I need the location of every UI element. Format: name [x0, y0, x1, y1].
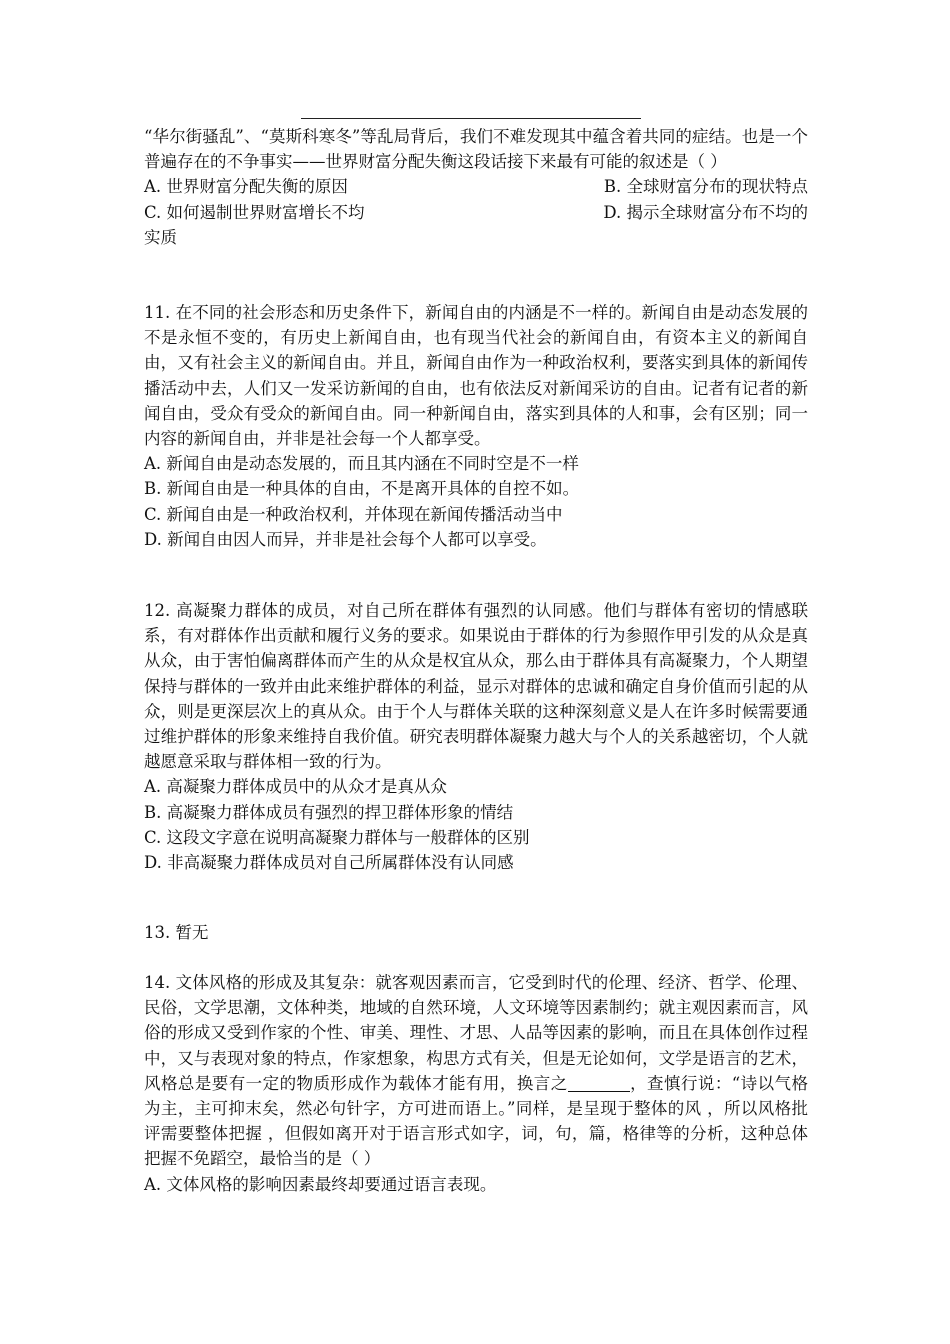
question-11-option-b: B. 新闻自由是一种具体的自由，不是离开具体的自控不如。: [144, 479, 580, 499]
question-10-option-b: B. 全球财富分布的现状特点: [603, 177, 808, 197]
question-12-option-b: B. 高凝聚力群体成员有强烈的捍卫群体形象的情结: [144, 802, 514, 822]
question-10-option-d-continued: 实质: [144, 227, 177, 247]
fill-in-blank: [568, 1074, 630, 1092]
question-10-stem: “华尔街骚乱”、“莫斯科寒冬”等乱局背后，我们不难发现其中蕴含着共同的症结。也是一个普遍存在的不争事实——世界财富分配失衡这段话接下来最有可能的叙述是（ ）: [144, 127, 808, 172]
question-12-option-a: A. 高凝聚力群体成员中的从众才是真从众: [144, 777, 447, 797]
question-13-stem: 13. 暂无: [144, 923, 209, 942]
question-14-stem-part-2: ，查慎行说：“诗以气格为主，主可抑末矣，然必句针字，方可进而语上。”同样，是呈现于整体的风 ，所以风格批评需要整体把握 ，但假如离开对于语言形式如字，词，句，篇，格律等的分析，这种总体把握不免蹈空，最恰当的是（ ）: [144, 1073, 808, 1169]
question-14: [144, 970, 808, 1197]
question-11-option-c: C. 新闻自由是一种政治权利，并体现在新闻传播活动当中: [144, 504, 563, 524]
question-11-option-d: D. 新闻自由因人而异，并非是社会每个人都可以享受。: [144, 529, 547, 549]
question-11-option-a: A. 新闻自由是动态发展的，而且其内涵在不同时空是不一样: [144, 454, 579, 474]
question-10-option-c: C. 如何遏制世界财富增长不均: [144, 202, 365, 222]
question-10-options-row-2: [144, 200, 808, 225]
question-14-stem: [144, 970, 808, 1172]
question-12-option-d: D. 非高凝聚力群体成员对自己所属群体没有认同感: [144, 853, 514, 873]
question-12-stem: 12. 高凝聚力群体的成员，对自己所在群体有强烈的认同感。他们与群体有密切的情感联系，有对群体作出贡献和履行义务的要求。如果说由于群体的行为参照作甲引发的从众是真从众，由于害怕偏离群体而产生的从众是权宜从众，那么由于群体具有高凝聚力，个人期望保持与群体的一致并由此来维护群体的利益，显示对群体的忠诚和确定自身价值而引起的从众，则是更深层次上的真从众。由于个人与群体关联的这种深刻意义是人在许多时候需要通过维护群体的形象来维持自我价值。研究表明群体凝聚力越大与个人的关系越密切，个人就越愿意采取与群体相一致的行为。: [144, 601, 808, 772]
question-13: [144, 920, 808, 945]
question-14-option-a: A. 文体风格的影响因素最终却要通过语言表现。: [144, 1174, 497, 1194]
header-rule: [301, 118, 641, 119]
question-12-option-c: C. 这段文字意在说明高凝聚力群体与一般群体的区别: [144, 827, 530, 847]
question-14-stem-part-1: 14. 文体风格的形成及其复杂：就客观因素而言，它受到时代的伦理、经济、哲学、伦理、民俗，文学思潮，文体种类，地域的自然环境，人文环境等因素制约；就主观因素而言，风俗的形成又受到作家的个性、审美、理性、才思、人品等因素的影响，而且在具体创作过程中，又与表现对象的特点，作家想象，构思方式有关，但是无论如何，文学是语言的艺术，风格总是要有一定的物质形成作为载体才能有用，换言之: [144, 973, 808, 1093]
question-10-option-a: A. 世界财富分配失衡的原因: [144, 177, 348, 197]
question-10: [144, 124, 808, 250]
question-10-option-d: D. 揭示全球财富分布不均的: [603, 202, 808, 222]
question-10-options-row-1: [144, 174, 808, 199]
question-11: [144, 300, 808, 552]
question-12: [144, 598, 808, 875]
question-11-stem: 11. 在不同的社会形态和历史条件下，新闻自由的内涵是不一样的。新闻自由是动态发展的不是永恒不变的，有历史上新闻自由，也有现当代社会的新闻自由，有资本主义的新闻自由，又有社会主义的新闻自由。并且，新闻自由作为一种政治权利，要落实到具体的新闻传播活动中去，人们又一发采访新闻的自由，也有依法反对新闻采访的自由。记者有记者的新闻自由，受众有受众的新闻自由。同一种新闻自由，落实到具体的人和事，会有区别；同一内容的新闻自由，并非是社会每一个人都享受。: [144, 303, 808, 449]
